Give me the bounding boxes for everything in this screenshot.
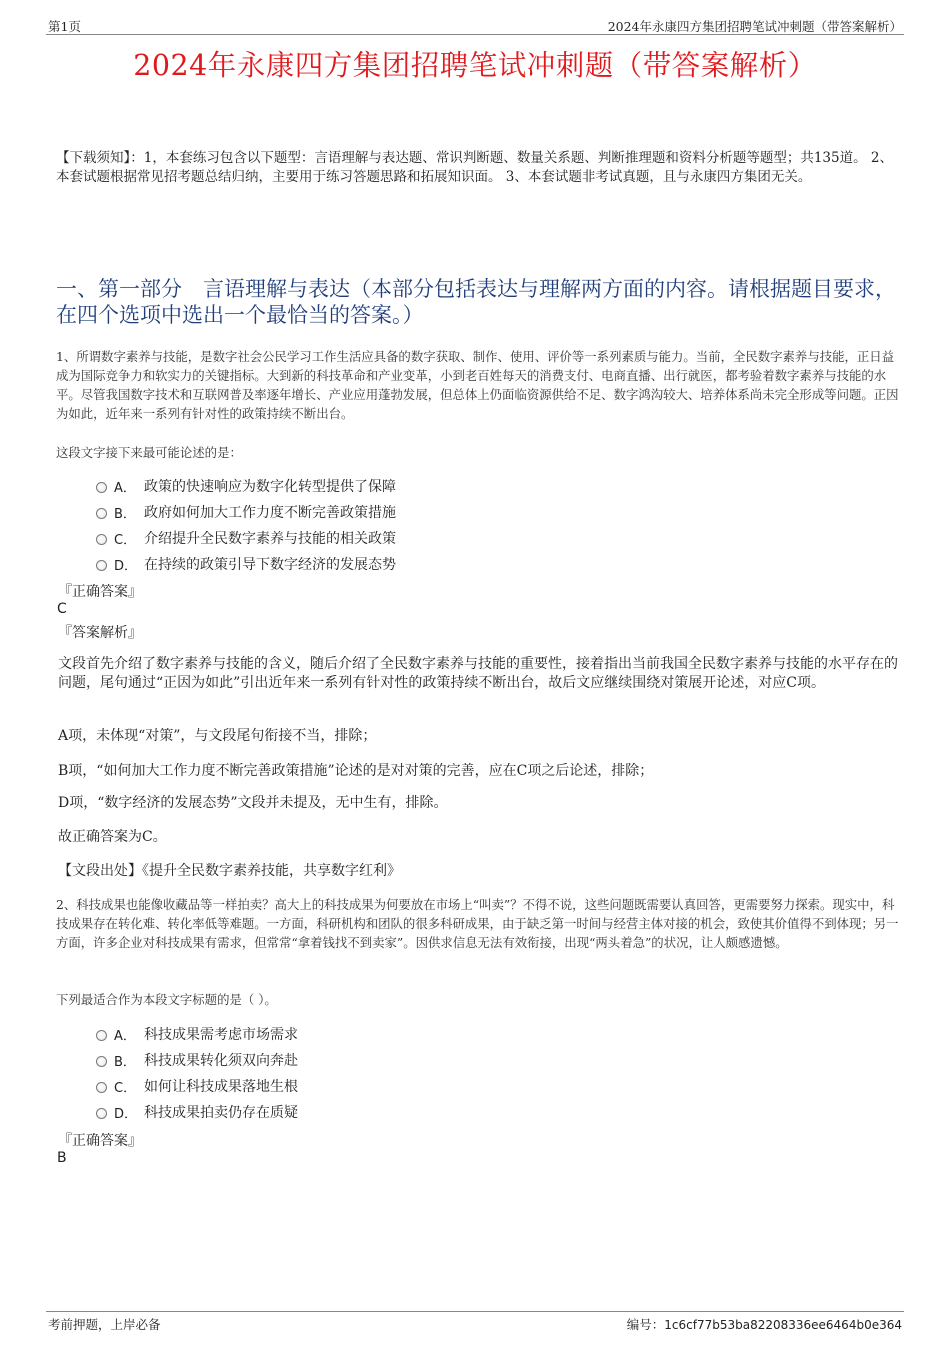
download-notice: 【下载须知】：1，本套练习包含以下题型：言语理解与表达题、常识判断题、数量关系题、判断推理题和资料分析题等题型；共135道。 2、本套试题根据常见招考题总结归纳，主要用于练习答题思路和拓展知识面。 3、本套试题非考试真题，且与永康四方集团无关。 bbox=[56, 150, 893, 185]
question-1-option-a[interactable] bbox=[96, 476, 596, 502]
option-letter: B． bbox=[114, 1055, 136, 1070]
question-1-option-d[interactable] bbox=[96, 554, 596, 580]
question-2-passage: 2、科技成果也能像收藏品等一样拍卖？高大上的科技成果为何要放在市场上“叫卖”？不得不说，这些问题既需要认真回答，更需要努力探索。现实中，科技成果存在转化难、转化率低等难题。一方面，科研机构和团队的很多科研成果，由于缺乏第一时间与经营主体对接的机会，致使其价值得不到体现；另一方面，许多企业对科技成果有需求，但常常“拿着钱找不到卖家”。因供求信息无法有效衔接，出现“两头着急”的状况，让人颇感遗憾。 bbox=[56, 897, 899, 950]
question-2-answer: B bbox=[57, 1150, 67, 1166]
question-1-answer: C bbox=[57, 601, 67, 617]
question-1-conclusion: 故正确答案为C。 bbox=[58, 829, 167, 845]
question-2-option-b[interactable] bbox=[96, 1050, 596, 1076]
option-letter: C． bbox=[114, 1081, 137, 1096]
page-header bbox=[46, 14, 904, 35]
question-2-prompt: 下列最适合作为本段文字标题的是（ ）。 bbox=[56, 992, 277, 1007]
question-2-option-a[interactable] bbox=[96, 1024, 596, 1050]
option-letter: A． bbox=[114, 1029, 136, 1044]
question-1-analysis: 文段首先介绍了数字素养与技能的含义，随后介绍了全民数字素养与技能的重要性，接着指出当前我国全民数字素养与技能的水平存在的问题，尾句通过“正因为如此”引出近年来一系列有针对性的政策持续不断出台，故后文应继续围绕对策展开论述，对应C项。 bbox=[58, 656, 898, 691]
radio-button[interactable] bbox=[96, 482, 107, 493]
question-1-source: 【文段出处】《提升全民数字素养技能，共享数字红利》 bbox=[58, 863, 401, 879]
radio-button[interactable] bbox=[96, 508, 107, 519]
option-letter: B． bbox=[114, 507, 136, 522]
option-text: 政府如何加大工作力度不断完善政策措施 bbox=[144, 505, 396, 521]
option-letter: D． bbox=[114, 559, 138, 574]
question-1-prompt: 这段文字接下来最可能论述的是： bbox=[56, 445, 242, 460]
answer-analysis-label: 『答案解析』 bbox=[58, 625, 142, 641]
option-text: 科技成果拍卖仍存在质疑 bbox=[144, 1105, 298, 1121]
document-title: 2024年永康四方集团招聘笔试冲刺题（带答案解析） bbox=[133, 49, 817, 82]
option-text: 介绍提升全民数字素养与技能的相关政策 bbox=[144, 531, 396, 547]
radio-button[interactable] bbox=[96, 1108, 107, 1119]
option-letter: D． bbox=[114, 1107, 138, 1122]
question-1-options bbox=[96, 476, 596, 580]
correct-answer-label: 『正确答案』 bbox=[58, 1133, 142, 1149]
radio-button[interactable] bbox=[96, 1082, 107, 1093]
option-text: 在持续的政策引导下数字经济的发展态势 bbox=[144, 557, 396, 573]
footer-slogan: 考前押题，上岸必备 bbox=[48, 1317, 161, 1332]
question-1-analysis-a: A项，未体现“对策”，与文段尾句衔接不当，排除； bbox=[58, 728, 377, 744]
question-2-option-c[interactable] bbox=[96, 1076, 596, 1102]
question-1-option-c[interactable] bbox=[96, 528, 596, 554]
option-text: 科技成果转化须双向奔赴 bbox=[144, 1053, 298, 1069]
footer-code-label: 编号： bbox=[626, 1317, 665, 1332]
radio-button[interactable] bbox=[96, 534, 107, 545]
section-heading: 一、第一部分 言语理解与表达（本部分包括表达与理解两方面的内容。请根据题目要求，在四个选项中选出一个最恰当的答案。） bbox=[56, 277, 896, 327]
question-1-analysis-d: D项，“数字经济的发展态势”文段并未提及，无中生有，排除。 bbox=[58, 795, 448, 811]
question-2-options bbox=[96, 1024, 596, 1128]
radio-button[interactable] bbox=[96, 560, 107, 571]
header-doc-title: 2024年永康四方集团招聘笔试冲刺题（带答案解析） bbox=[607, 19, 902, 34]
radio-button[interactable] bbox=[96, 1030, 107, 1041]
radio-button[interactable] bbox=[96, 1056, 107, 1067]
correct-answer-label: 『正确答案』 bbox=[58, 584, 142, 600]
question-1-option-b[interactable] bbox=[96, 502, 596, 528]
option-letter: A． bbox=[114, 481, 136, 496]
question-1-passage: 1、所谓数字素养与技能，是数字社会公民学习工作生活应具备的数字获取、制作、使用、评价等一系列素质与能力。当前，全民数字素养与技能，正日益成为国际竞争力和软实力的关键指标。大到新的科技革命和产业变革，小到老百姓每天的消费支付、电商直播、出行就医，都考验着数字素养与技能的水平。尽管我国数字技术和互联网普及率逐年增长、产业应用蓬勃发展，但总体上仍面临资源供给不足、数字鸿沟较大、培养体系尚未完全形成等问题。正因为如此，近年来一系列有针对性的政策持续不断出台。 bbox=[56, 349, 899, 421]
page-number: 第1页 bbox=[48, 19, 81, 34]
option-text: 政策的快速响应为数字化转型提供了保障 bbox=[144, 479, 396, 495]
question-1-analysis-b: B项，“如何加大工作力度不断完善政策措施”论述的是对对策的完善，应在C项之后论述，排除； bbox=[58, 763, 654, 779]
question-2-option-d[interactable] bbox=[96, 1102, 596, 1128]
option-letter: C． bbox=[114, 533, 137, 548]
option-text: 如何让科技成果落地生根 bbox=[144, 1079, 298, 1095]
footer-code-value: 1c6cf77b53ba82208336ee6464b0e364 bbox=[664, 1318, 902, 1332]
footer-code bbox=[627, 1315, 902, 1333]
option-text: 科技成果需考虑市场需求 bbox=[144, 1027, 298, 1043]
page-footer bbox=[46, 1311, 904, 1336]
